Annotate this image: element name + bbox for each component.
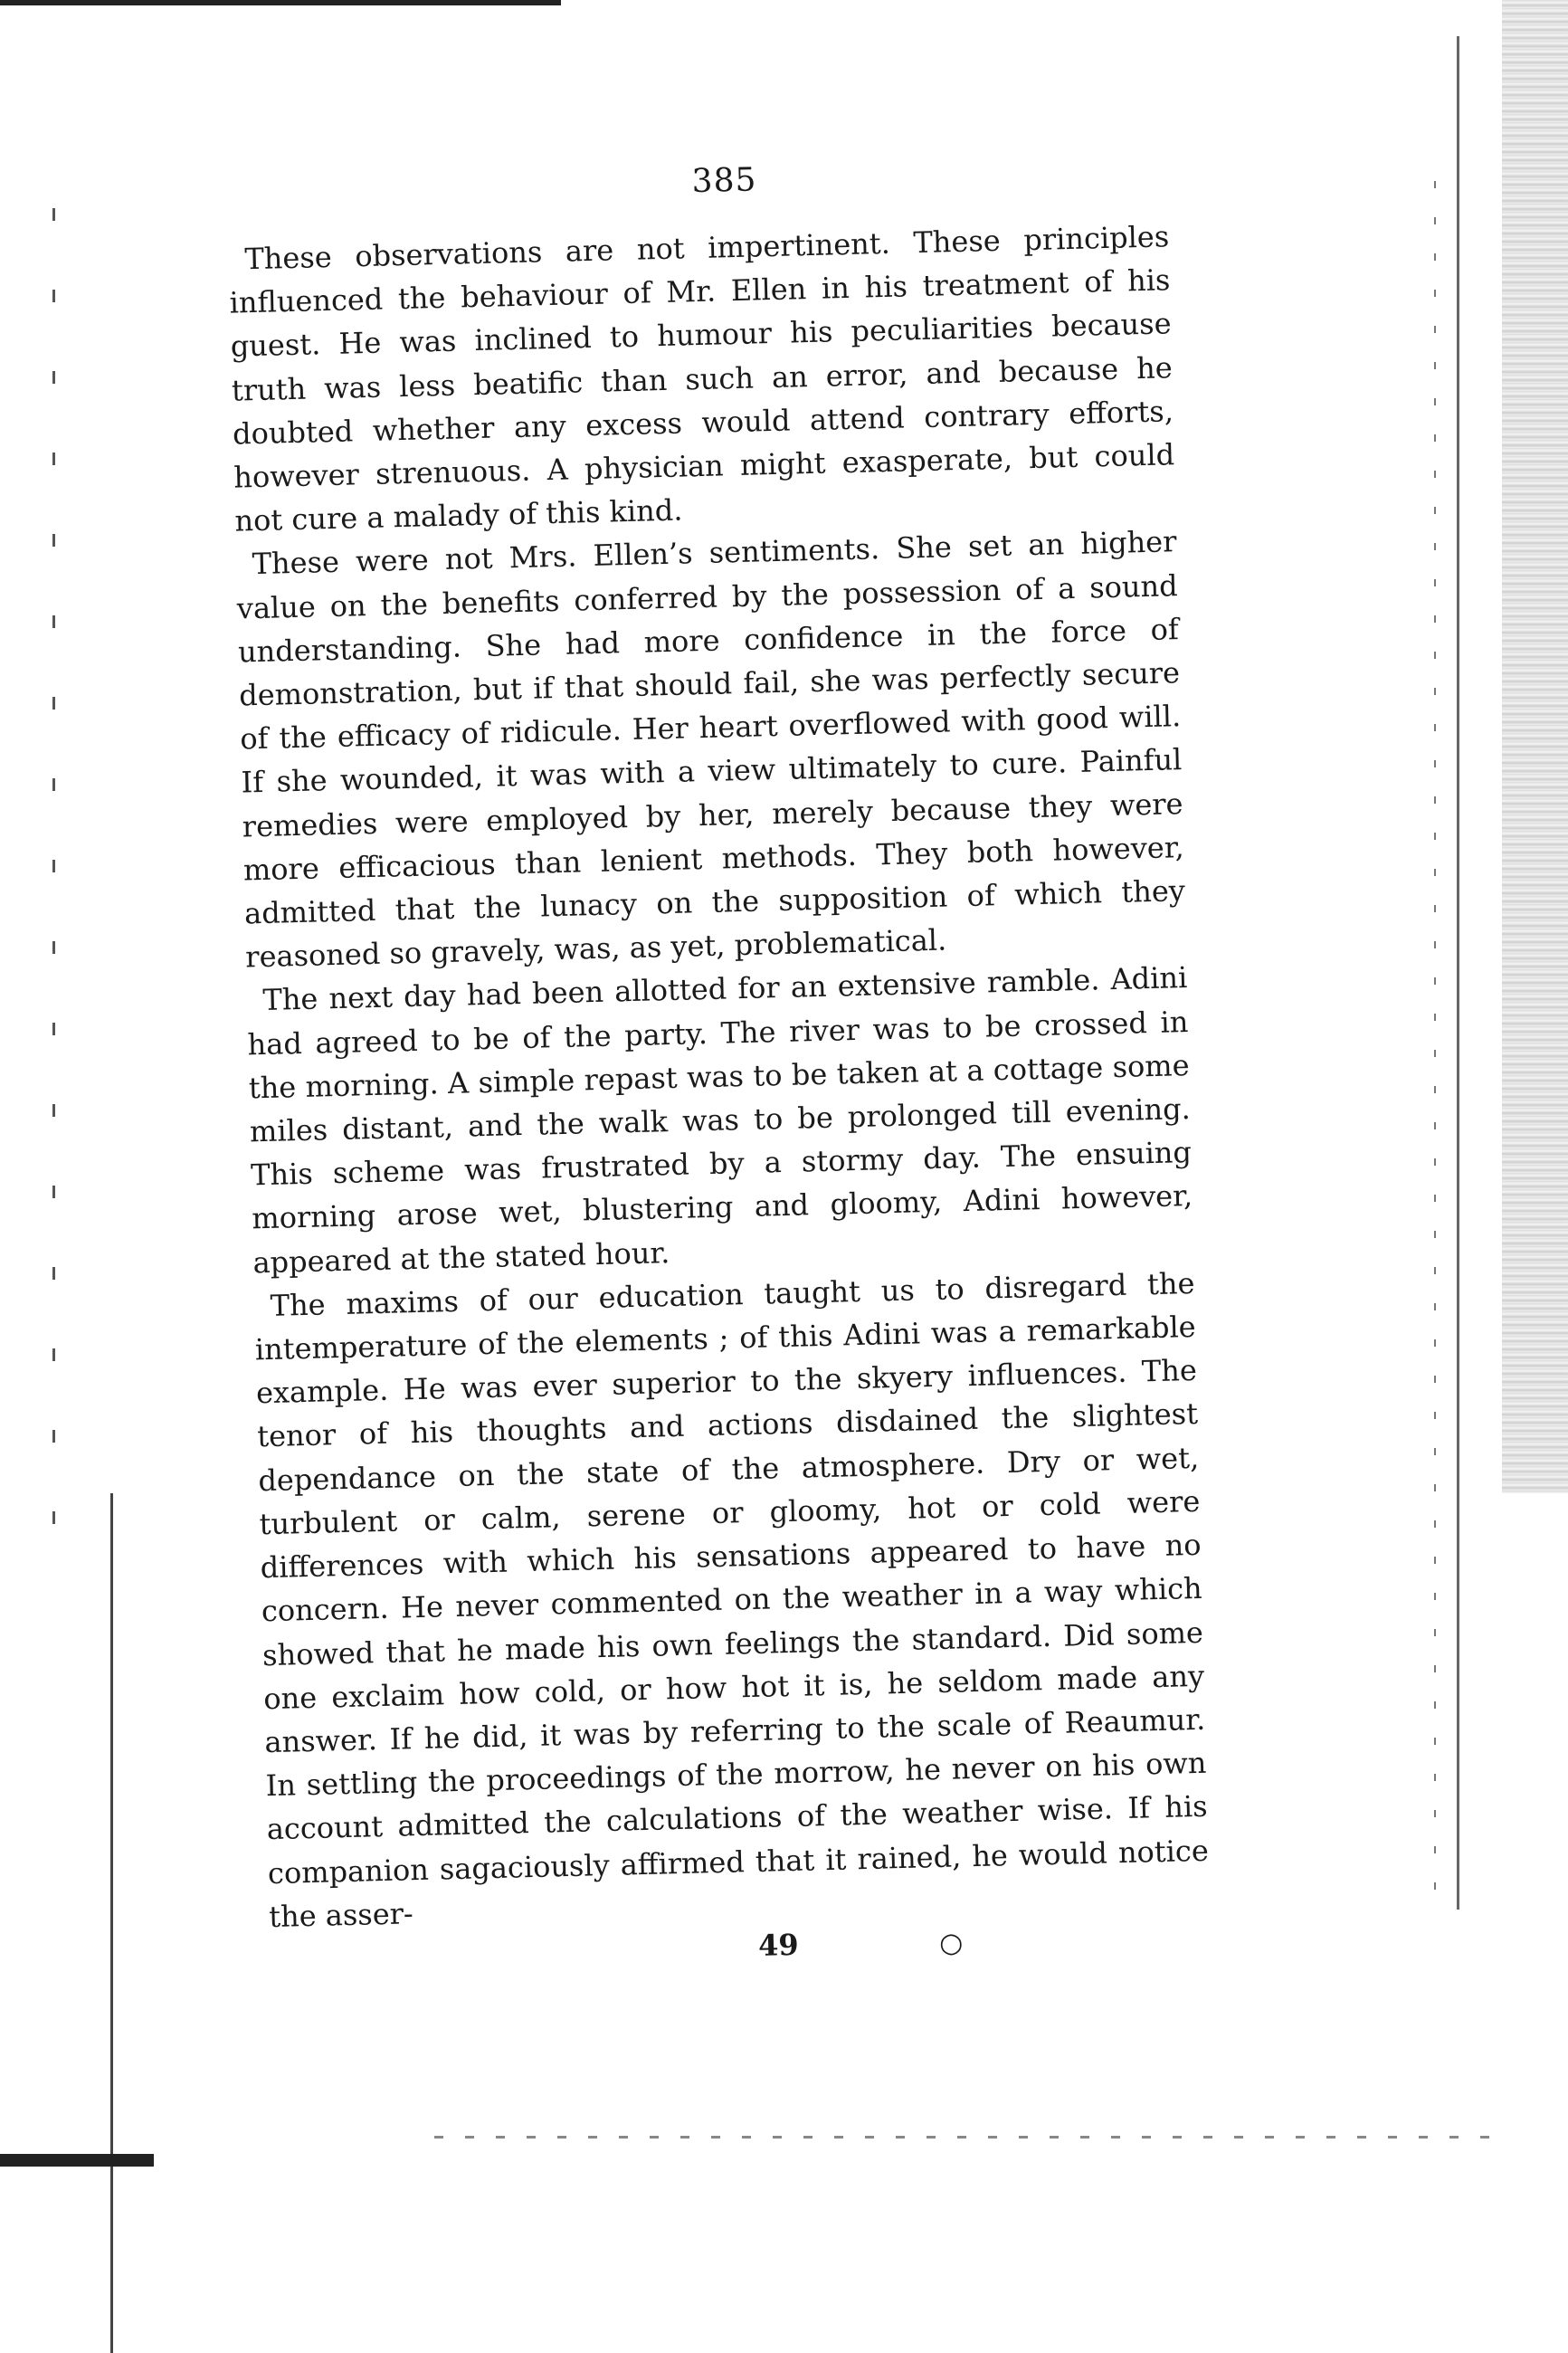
scan-margin-marks (52, 208, 55, 1566)
scan-edge-right-band (1502, 0, 1568, 1493)
signature-circle: ○ (938, 1927, 964, 1959)
page-number: 385 (691, 161, 757, 201)
paragraph-3: The next day had been allotted for an extensive ramble. Adini had agreed to be of the party. The river was to be crossed in the morning. A simple repast was to be taken at a cottage some miles distant, and the walk was to be prolonged till evening. This scheme was frustrated by a stormy day. The ensuing morning arose wet, blustering and gloomy, Adini however, appeared at the stated hour. (247, 960, 1193, 1281)
paragraph-1: These observations are not impertinent. These principles influenced the behaviour of Mr. Ellen in his treatment of his guest. He was inclined to humour his peculiarities because truth was less beatific than such an error, and because he doubted whether any excess would attend contrary efforts, however strenuous. A physician might exasperate, but could not cure a malady of this kind. (229, 219, 1175, 538)
scan-edge-right-line (1457, 36, 1459, 1910)
scan-edge-right-dotted (1434, 181, 1436, 1900)
scan-edge-bottom-dotted (434, 2136, 1502, 2139)
signature-mark: 49 (757, 1927, 800, 1963)
book-page (226, 151, 1212, 1984)
paragraph-2: These were not Mrs. Ellen’s sentiments. She set an higher value on the benefits conferred by the possession of a sound understanding. She had more confidence in the force of demonstration, but if that should fail, she was perfectly secure of the efficacy of ridicule. Her heart overflowed with good will. If she wounded, it was with a view ultimately to cure. Painful remedies were employed by her, merely because they were more efficacious than lenient methods. They both however, admitted that the lunacy on the supposition of which they reasoned so gravely, was, as yet, problematical. (236, 524, 1186, 975)
scan-edge-left (110, 1493, 113, 2353)
body-text (228, 214, 1211, 1939)
paragraph-4: The maxims of our education taught us to disregard the intemperature of the elements ; of this Adini was a remarkable example. He was ever superior to the skyery influences. The tenor of his thoughts and actions disdained the slightest dependance on the state of the atmosphere. Dry or wet, turbulent or calm, serene or gloomy, hot or cold were differences with which his sensations appeared to have no concern. He never commented on the weather in a way which showed that he made his own feelings the standard. Did some one exclaim how cold, or how hot it is, he seldom made any answer. If he did, it was by referring to the scale of Reaumur. In settling the proceedings of the morrow, he never on his own account admitted the calculations of the weather wise. If his companion sagaciously affirmed that it rained, he would notice the asser- (254, 1265, 1210, 1934)
scan-edge-bottom (0, 2154, 154, 2167)
scan-edge-top (0, 0, 561, 5)
